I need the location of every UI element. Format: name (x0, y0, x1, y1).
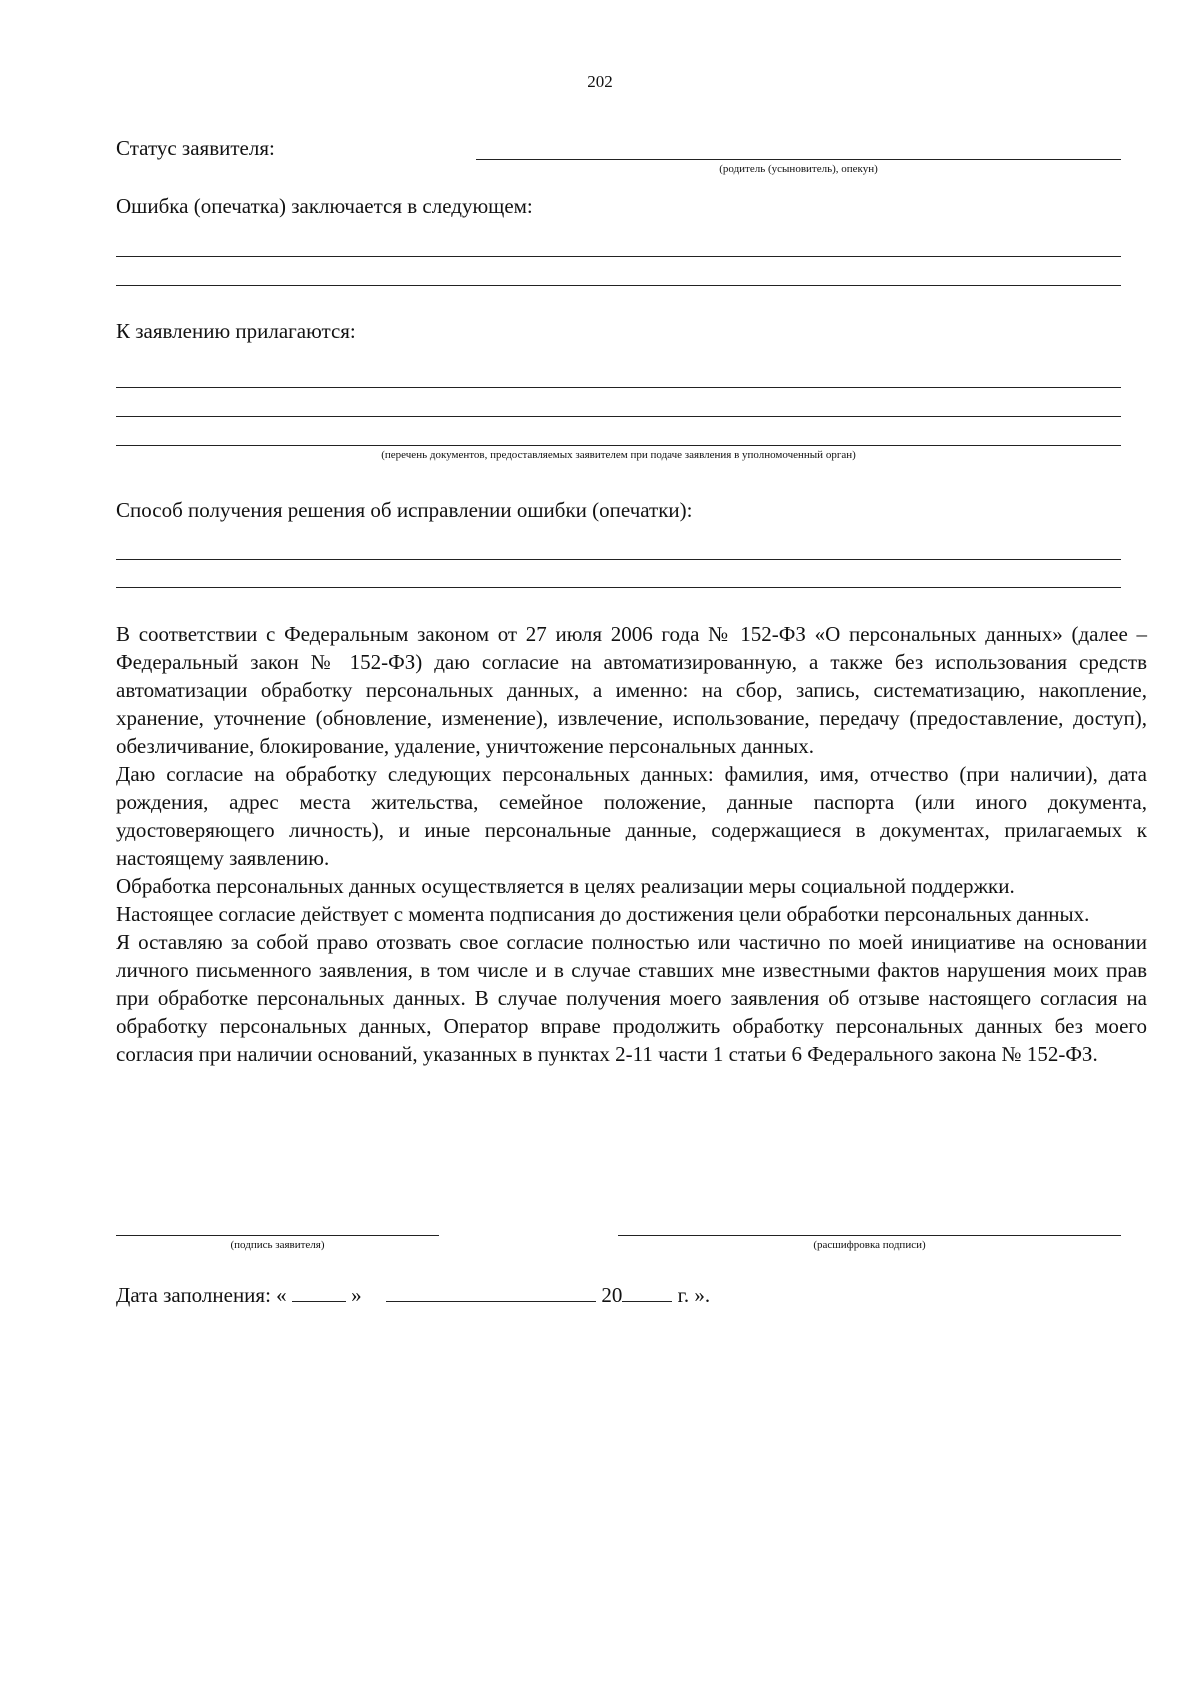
consent-paragraph: Обработка персональных данных осуществляется в целях реализации меры социальной поддержки. (116, 874, 1015, 898)
attachments-field-line-3[interactable] (116, 445, 1121, 446)
status-caption: (родитель (усыновитель), опекун) (719, 163, 878, 175)
status-label: Статус заявителя: (116, 136, 275, 160)
method-field-line-1[interactable] (116, 559, 1121, 560)
attachments-caption: (перечень документов, предоставляемых заявителем при подаче заявления в уполномоченный орган) (381, 449, 856, 461)
status-field-line[interactable] (476, 159, 1121, 160)
page-number: 202 (587, 72, 613, 91)
attachments-field-line-1[interactable] (116, 387, 1121, 388)
attachments-label: К заявлению прилагаются: (116, 319, 356, 343)
error-field-line-2[interactable] (116, 285, 1121, 286)
signature-decode-caption: (расшифровка подписи) (813, 1239, 926, 1251)
attachments-field-line-2[interactable] (116, 416, 1121, 417)
consent-text (116, 620, 1147, 1068)
date-suffix: г. ». (677, 1283, 711, 1307)
consent-paragraph: Я оставляю за собой право отозвать свое согласие полностью или частично по моей инициативе на основании личного письменного заявления, в том числе и в случае ставших мне известными фактов нарушения моих прав при обработке персональных данных. В случае получения моего заявления об отзыве настоящего согласия на обработку персональных данных, Оператор вправе продолжить обработку персональных данных без моего согласия при наличии оснований, указанных в пунктах 2-11 части 1 статьи 6 Федерального закона № 152-ФЗ. (116, 930, 1147, 1066)
error-label: Ошибка (опечатка) заключается в следующем: (116, 194, 533, 218)
signature-decode-line[interactable] (618, 1235, 1121, 1236)
consent-paragraph: Настоящее согласие действует с момента подписания до достижения цели обработки персональных данных. (116, 902, 1090, 926)
date-row (116, 1283, 710, 1307)
year-prefix: 20 (601, 1283, 623, 1307)
date-label: Дата заполнения: « (116, 1283, 287, 1307)
consent-paragraph: Даю согласие на обработку следующих персональных данных: фамилия, имя, отчество (при наличии), дата рождения, адрес места жительства, семейное положение, данные паспорта (или иного документа, удостоверяющего личность), и иные персональные данные, содержащиеся в документах, прилагаемых к настоящему заявлению. (116, 762, 1147, 870)
consent-paragraph: В соответствии с Федеральным законом от 27 июля 2006 года № 152-ФЗ «О персональных данных» (далее – Федеральный закон № 152-ФЗ) даю согласие на автоматизированную, а также без использования средств автоматизации обработку персональных данных, а именно: на сбор, запись, систематизацию, накопление, хранение, уточнение (обновление, изменение), извлечение, использование, передачу (предоставление, доступ), обезличивание, блокирование, удаление, уничтожение персональных данных. (116, 622, 1147, 758)
month-field[interactable] (386, 1283, 596, 1302)
method-field-line-2[interactable] (116, 587, 1121, 588)
day-field[interactable] (292, 1283, 346, 1302)
error-field-line-1[interactable] (116, 256, 1121, 257)
method-label: Способ получения решения об исправлении ошибки (опечатки): (116, 498, 693, 522)
applicant-signature-caption: (подпись заявителя) (230, 1239, 325, 1251)
applicant-signature-line[interactable] (116, 1235, 439, 1236)
year-field[interactable] (622, 1283, 672, 1302)
date-close-quote: » (351, 1283, 362, 1307)
